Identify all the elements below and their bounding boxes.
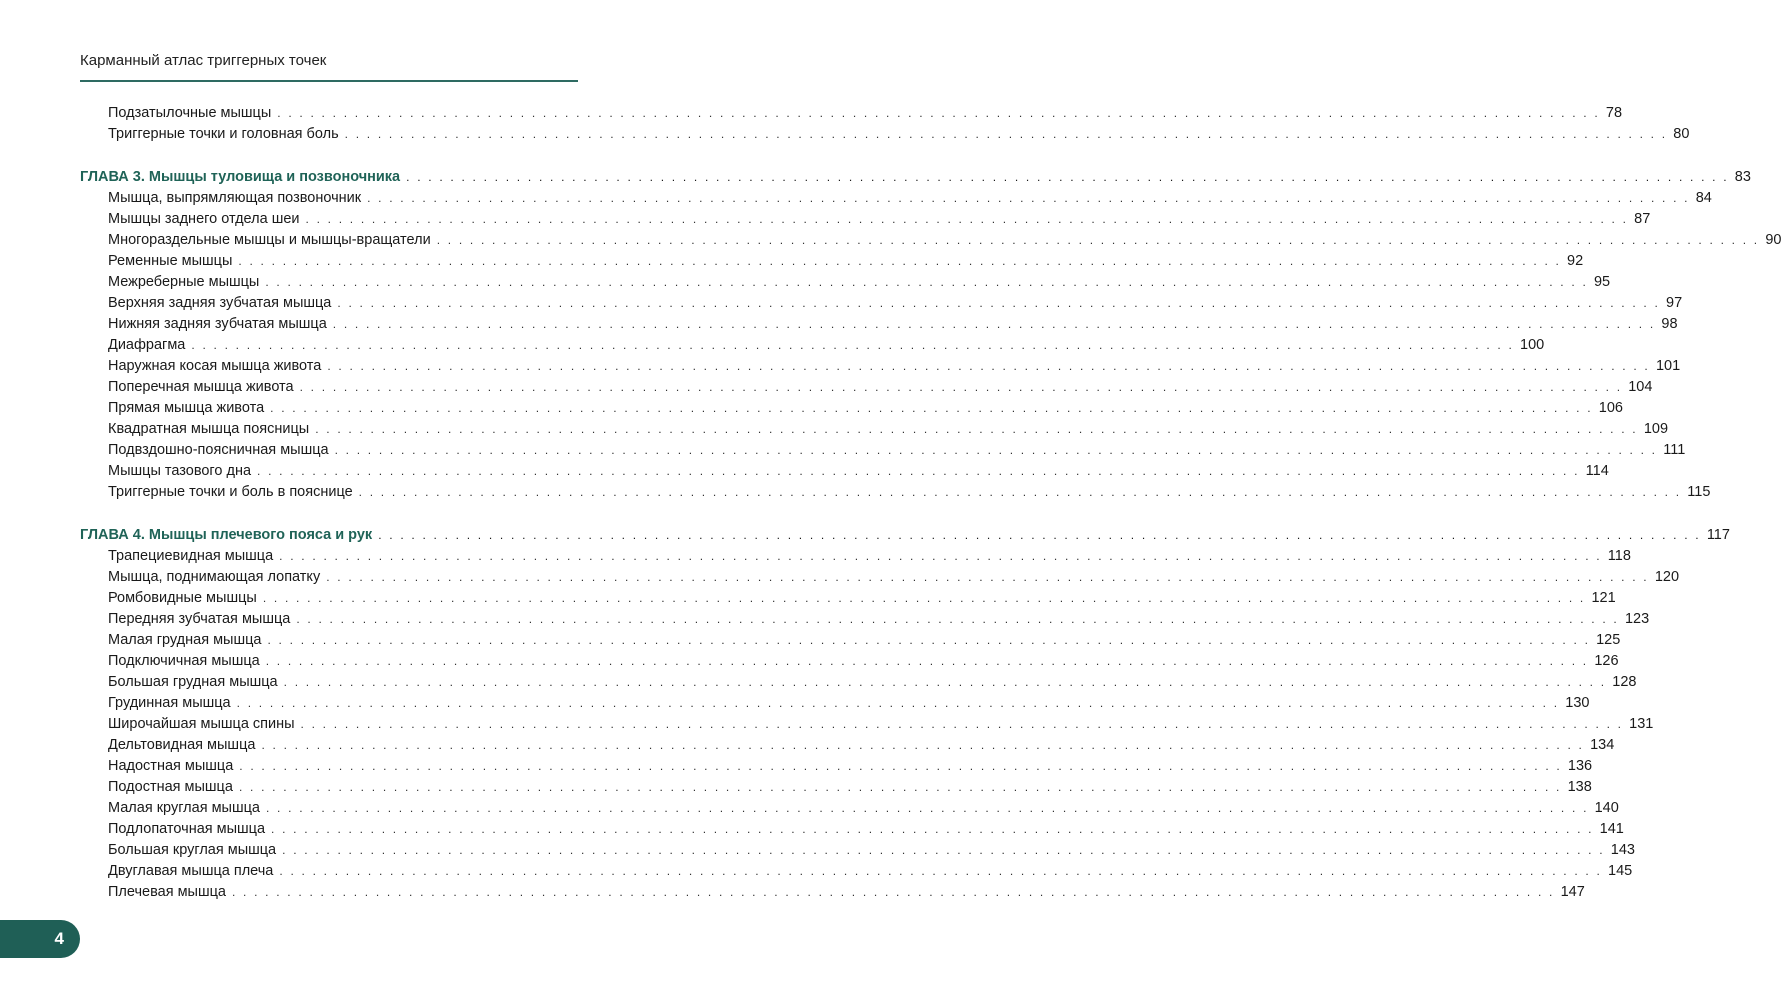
toc-entry[interactable] xyxy=(80,609,1650,630)
toc-entry-title: Надостная мышца xyxy=(108,758,234,774)
toc-entry[interactable] xyxy=(80,588,1616,609)
toc-entry-page: 111 xyxy=(1663,442,1686,458)
toc-entry-page: 115 xyxy=(1687,484,1711,500)
toc-entry-title: Ромбовидные мышцы xyxy=(108,590,257,606)
toc-entry-page: 140 xyxy=(1594,800,1619,816)
toc-entry-page: 87 xyxy=(1634,211,1651,227)
toc-entry[interactable] xyxy=(80,335,1545,356)
toc-chapter-heading[interactable] xyxy=(80,167,1751,188)
toc-entry-page: 128 xyxy=(1612,674,1637,690)
toc-entry-title: Подлопаточная мышца xyxy=(108,821,266,837)
toc-leader-dots: . . . . . . . . . . . . . . . . . . . . . . . . . . . . . . . . . . . . . . . . . . . . . . . . . . . . . . . . . . . . . . . . . . . . . . . . . . . . . . . . . . . . . . . . . . . . . . . . . . . . . . . . . . . . . . . . . . . . . . . . xyxy=(279,549,1602,563)
toc-entry-page: 143 xyxy=(1610,842,1635,858)
toc-entry-page: 121 xyxy=(1591,590,1616,606)
toc-entry-page: 109 xyxy=(1643,421,1669,437)
toc-entry-page: 104 xyxy=(1628,379,1653,395)
toc-entry[interactable] xyxy=(80,398,1623,419)
toc-entry-page: 98 xyxy=(1661,316,1678,332)
toc-entry[interactable] xyxy=(80,861,1633,882)
toc-entry-page: 78 xyxy=(1605,105,1623,121)
toc-entry-page: 83 xyxy=(1734,169,1751,185)
toc-leader-dots: . . . . . . . . . . . . . . . . . . . . . . . . . . . . . . . . . . . . . . . . . . . . . . . . . . . . . . . . . . . . . . . . . . . . . . . . . . . . . . . . . . . . . . . . . . . . . . . . . . . . . . . . . . . . . . . . . . . . . . . . xyxy=(191,338,1514,352)
toc-entry-page: 92 xyxy=(1567,253,1584,269)
toc-entry-title: Нижняя задняя зубчатая мышца xyxy=(108,316,327,332)
toc-entry-title: Трапециевидная мышца xyxy=(108,548,274,564)
toc-leader-dots: . . . . . . . . . . . . . . . . . . . . . . . . . . . . . . . . . . . . . . . . . . . . . . . . . . . . . . . . . . . . . . . . . . . . . . . . . . . . . . . . . . . . . . . . . . . . . . . . . . . . . . . . . . . . . . . . . . . . . . . . xyxy=(277,106,1600,120)
toc-leader-dots: . . . . . . . . . . . . . . . . . . . . . . . . . . . . . . . . . . . . . . . . . . . . . . . . . . . . . . . . . . . . . . . . . . . . . . . . . . . . . . . . . . . . . . . . . . . . . . . . . . . . . . . . . . . . . . . . . . . . . . . . xyxy=(261,738,1585,752)
toc-entry-page: 130 xyxy=(1565,695,1590,711)
toc-entry[interactable] xyxy=(80,377,1653,398)
running-header: Карманный атлас триггерных точек xyxy=(80,52,327,69)
toc-entry-title: Большая круглая мышца xyxy=(108,842,277,858)
toc-entry[interactable] xyxy=(80,840,1635,861)
toc-entry[interactable] xyxy=(80,272,1611,293)
toc-leader-dots: . . . . . . . . . . . . . . . . . . . . . . . . . . . . . . . . . . . . . . . . . . . . . . . . . . . . . . . . . . . . . . . . . . . . . . . . . . . . . . . . . . . . . . . . . . . . . . . . . . . . . . . . . . . . . . . . . . . . . . . . xyxy=(406,170,1729,184)
toc-entry-title: Мышцы тазового дна xyxy=(108,463,252,479)
toc-entry-title: Подзатылочные мышцы xyxy=(108,105,272,121)
toc-entry-title: Грудинная мышца xyxy=(108,695,231,711)
toc-entry-title: Прямая мышца живота xyxy=(108,400,265,416)
toc-entry[interactable] xyxy=(80,714,1654,735)
toc-entry-page: 118 xyxy=(1607,548,1631,564)
toc-entry-title: Широчайшая мышца спины xyxy=(108,716,295,732)
toc-leader-dots: . . . . . . . . . . . . . . . . . . . . . . . . . . . . . . . . . . . . . . . . . . . . . . . . . . . . . . . . . . . . . . . . . . . . . . . . . . . . . . . . . . . . . . . . . . . . . . . . . . . . . . . . . . . . . . . . . . . . . . . . xyxy=(436,233,1760,247)
toc-entry-page: 131 xyxy=(1629,716,1654,732)
toc-entry[interactable] xyxy=(80,777,1592,798)
toc-entry-title: Передняя зубчатая мышца xyxy=(108,611,291,627)
toc-entry-page: 95 xyxy=(1593,274,1611,290)
toc-entry-page: 134 xyxy=(1590,737,1615,753)
toc-leader-dots: . . . . . . . . . . . . . . . . . . . . . . . . . . . . . . . . . . . . . . . . . . . . . . . . . . . . . . . . . . . . . . . . . . . . . . . . . . . . . . . . . . . . . . . . . . . . . . . . . . . . . . . . . . . . . . . . . . . . . . . . xyxy=(265,654,1589,668)
toc-leader-dots: . . . . . . . . . . . . . . . . . . . . . . . . . . . . . . . . . . . . . . . . . . . . . . . . . . . . . . . . . . . . . . . . . . . . . . . . . . . . . . . . . . . . . . . . . . . . . . . . . . . . . . . . . . . . . . . . . . . . . . . . xyxy=(367,191,1690,205)
toc-entry-title: Ременные мышцы xyxy=(108,253,233,269)
toc-leader-dots: . . . . . . . . . . . . . . . . . . . . . . . . . . . . . . . . . . . . . . . . . . . . . . . . . . . . . . . . . . . . . . . . . . . . . . . . . . . . . . . . . . . . . . . . . . . . . . . . . . . . . . . . . . . . . . . . . . . . . . . . xyxy=(282,843,1605,857)
section-gap xyxy=(80,503,578,525)
toc-entry-page: 80 xyxy=(1673,126,1690,142)
toc-entry[interactable] xyxy=(80,188,1712,209)
header-rule xyxy=(80,80,578,82)
toc-leader-dots: . . . . . . . . . . . . . . . . . . . . . . . . . . . . . . . . . . . . . . . . . . . . . . . . . . . . . . . . . . . . . . . . . . . . . . . . . . . . . . . . . . . . . . . . . . . . . . . . . . . . . . . . . . . . . . . . . . . . . . . . xyxy=(305,212,1629,226)
toc-entry[interactable] xyxy=(80,314,1678,335)
toc-entry[interactable] xyxy=(80,230,1781,251)
toc-entry[interactable] xyxy=(80,651,1619,672)
toc-entry[interactable] xyxy=(80,630,1621,651)
toc-entry-page: 138 xyxy=(1567,779,1592,795)
toc-entry-page: 136 xyxy=(1567,758,1593,774)
toc-entry-page: 125 xyxy=(1596,632,1621,648)
toc-leader-dots: . . . . . . . . . . . . . . . . . . . . . . . . . . . . . . . . . . . . . . . . . . . . . . . . . . . . . . . . . . . . . . . . . . . . . . . . . . . . . . . . . . . . . . . . . . . . . . . . . . . . . . . . . . . . . . . . . . . . . . . . xyxy=(238,780,1562,794)
toc-leader-dots: . . . . . . . . . . . . . . . . . . . . . . . . . . . . . . . . . . . . . . . . . . . . . . . . . . . . . . . . . . . . . . . . . . . . . . . . . . . . . . . . . . . . . . . . . . . . . . . . . . . . . . . . . . . . . . . . . . . . . . . . xyxy=(296,612,1619,626)
toc-entry-title: Плечевая мышца xyxy=(108,884,226,900)
toc-entry-title: Триггерные точки и боль в пояснице xyxy=(108,484,353,500)
toc-entry-page: 97 xyxy=(1666,295,1683,311)
toc-entry-page: 90 xyxy=(1765,232,1781,248)
toc-entry[interactable] xyxy=(80,482,1711,503)
toc-entry-page: 84 xyxy=(1695,190,1712,206)
toc-leader-dots: . . . . . . . . . . . . . . . . . . . . . . . . . . . . . . . . . . . . . . . . . . . . . . . . . . . . . . . . . . . . . . . . . . . . . . . . . . . . . . . . . . . . . . . . . . . . . . . . . . . . . . . . . . . . . . . . . . . . . . . . xyxy=(378,528,1701,542)
toc-entry-title: Малая грудная мышца xyxy=(108,632,262,648)
toc-entry[interactable] xyxy=(80,209,1651,230)
toc-entry-title: Наружная косая мышца живота xyxy=(108,358,322,374)
toc-entry[interactable] xyxy=(80,882,1585,903)
toc-entry-title: Поперечная мышца живота xyxy=(108,379,294,395)
toc-entry-title: Верхняя задняя зубчатая мышца xyxy=(108,295,332,311)
toc-entry[interactable] xyxy=(80,546,1631,567)
toc-leader-dots: . . . . . . . . . . . . . . . . . . . . . . . . . . . . . . . . . . . . . . . . . . . . . . . . . . . . . . . . . . . . . . . . . . . . . . . . . . . . . . . . . . . . . . . . . . . . . . . . . . . . . . . . . . . . . . . . . . . . . . . . xyxy=(327,359,1650,373)
toc-leader-dots: . . . . . . . . . . . . . . . . . . . . . . . . . . . . . . . . . . . . . . . . . . . . . . . . . . . . . . . . . . . . . . . . . . . . . . . . . . . . . . . . . . . . . . . . . . . . . . . . . . . . . . . . . . . . . . . . . . . . . . . . xyxy=(337,296,1661,310)
toc-entry-title: Триггерные точки и головная боль xyxy=(108,126,339,142)
toc-entry-title: Диафрагма xyxy=(108,337,186,353)
toc-entry[interactable] xyxy=(80,461,1609,482)
toc-entry-page: 120 xyxy=(1654,569,1680,585)
toc-entry[interactable] xyxy=(80,672,1637,693)
toc-leader-dots: . . . . . . . . . . . . . . . . . . . . . . . . . . . . . . . . . . . . . . . . . . . . . . . . . . . . . . . . . . . . . . . . . . . . . . . . . . . . . . . . . . . . . . . . . . . . . . . . . . . . . . . . . . . . . . . . . . . . . . . . xyxy=(271,822,1594,836)
toc-entry[interactable] xyxy=(80,356,1681,377)
toc-entry-title: Подостная мышца xyxy=(108,779,233,795)
toc-entry-title: Мышца, поднимающая лопатку xyxy=(108,569,321,585)
toc-leader-dots: . . . . . . . . . . . . . . . . . . . . . . . . . . . . . . . . . . . . . . . . . . . . . . . . . . . . . . . . . . . . . . . . . . . . . . . . . . . . . . . . . . . . . . . . . . . . . . . . . . . . . . . . . . . . . . . . . . . . . . . . xyxy=(231,885,1555,899)
toc-entry[interactable] xyxy=(80,735,1615,756)
toc-chapter-heading[interactable] xyxy=(80,525,1730,546)
toc-leader-dots: . . . . . . . . . . . . . . . . . . . . . . . . . . . . . . . . . . . . . . . . . . . . . . . . . . . . . . . . . . . . . . . . . . . . . . . . . . . . . . . . . . . . . . . . . . . . . . . . . . . . . . . . . . . . . . . . . . . . . . . . xyxy=(326,570,1649,584)
toc-leader-dots: . . . . . . . . . . . . . . . . . . . . . . . . . . . . . . . . . . . . . . . . . . . . . . . . . . . . . . . . . . . . . . . . . . . . . . . . . . . . . . . . . . . . . . . . . . . . . . . . . . . . . . . . . . . . . . . . . . . . . . . . xyxy=(270,401,1593,415)
toc-entry-page: 123 xyxy=(1624,611,1650,627)
toc-entry[interactable] xyxy=(80,251,1584,272)
toc-leader-dots: . . . . . . . . . . . . . . . . . . . . . . . . . . . . . . . . . . . . . . . . . . . . . . . . . . . . . . . . . . . . . . . . . . . . . . . . . . . . . . . . . . . . . . . . . . . . . . . . . . . . . . . . . . . . . . . . . . . . . . . . xyxy=(262,591,1586,605)
toc-entry-title: Подвздошно-поясничная мышца xyxy=(108,442,329,458)
toc-entry-title: Подключичная мышца xyxy=(108,653,260,669)
toc-leader-dots: . . . . . . . . . . . . . . . . . . . . . . . . . . . . . . . . . . . . . . . . . . . . . . . . . . . . . . . . . . . . . . . . . . . . . . . . . . . . . . . . . . . . . . . . . . . . . . . . . . . . . . . . . . . . . . . . . . . . . . . . xyxy=(332,317,1656,331)
toc-entry[interactable] xyxy=(80,293,1683,314)
toc-entry-page: 117 xyxy=(1706,527,1730,543)
toc-entry-page: 106 xyxy=(1598,400,1623,416)
toc-entry-page: 114 xyxy=(1585,463,1609,479)
toc-entry[interactable] xyxy=(80,756,1593,777)
toc-entry[interactable] xyxy=(80,798,1619,819)
toc-entry[interactable] xyxy=(80,124,1690,145)
toc-entry-page: 101 xyxy=(1655,358,1681,374)
toc-entry-page: 100 xyxy=(1520,337,1545,353)
toc-leader-dots: . . . . . . . . . . . . . . . . . . . . . . . . . . . . . . . . . . . . . . . . . . . . . . . . . . . . . . . . . . . . . . . . . . . . . . . . . . . . . . . . . . . . . . . . . . . . . . . . . . . . . . . . . . . . . . . . . . . . . . . . xyxy=(265,801,1589,815)
toc-entry-title: Мышца, выпрямляющая позвоночник xyxy=(108,190,362,206)
toc-leader-dots: . . . . . . . . . . . . . . . . . . . . . . . . . . . . . . . . . . . . . . . . . . . . . . . . . . . . . . . . . . . . . . . . . . . . . . . . . . . . . . . . . . . . . . . . . . . . . . . . . . . . . . . . . . . . . . . . . . . . . . . . xyxy=(239,759,1562,773)
toc-leader-dots: . . . . . . . . . . . . . . . . . . . . . . . . . . . . . . . . . . . . . . . . . . . . . . . . . . . . . . . . . . . . . . . . . . . . . . . . . . . . . . . . . . . . . . . . . . . . . . . . . . . . . . . . . . . . . . . . . . . . . . . . xyxy=(315,422,1638,436)
toc-leader-dots: . . . . . . . . . . . . . . . . . . . . . . . . . . . . . . . . . . . . . . . . . . . . . . . . . . . . . . . . . . . . . . . . . . . . . . . . . . . . . . . . . . . . . . . . . . . . . . . . . . . . . . . . . . . . . . . . . . . . . . . . xyxy=(279,864,1602,878)
toc-entry-title: Многораздельные мышцы и мышцы-вращатели xyxy=(108,232,431,248)
table-of-contents xyxy=(80,103,1781,903)
page-number-tab xyxy=(0,920,80,958)
toc-entry-title: Малая круглая мышца xyxy=(108,800,260,816)
toc-leader-dots: . . . . . . . . . . . . . . . . . . . . . . . . . . . . . . . . . . . . . . . . . . . . . . . . . . . . . . . . . . . . . . . . . . . . . . . . . . . . . . . . . . . . . . . . . . . . . . . . . . . . . . . . . . . . . . . . . . . . . . . . xyxy=(257,464,1580,478)
toc-entry-page: 126 xyxy=(1594,653,1619,669)
toc-leader-dots: . . . . . . . . . . . . . . . . . . . . . . . . . . . . . . . . . . . . . . . . . . . . . . . . . . . . . . . . . . . . . . . . . . . . . . . . . . . . . . . . . . . . . . . . . . . . . . . . . . . . . . . . . . . . . . . . . . . . . . . . xyxy=(283,675,1607,689)
toc-entry-page: 141 xyxy=(1599,821,1624,837)
toc-entry-title: Двуглавая мышца плеча xyxy=(108,863,274,879)
toc-entry-title: ГЛАВА 3. Мышцы туловища и позвоночника xyxy=(80,169,401,185)
toc-entry-title: Межреберные мышцы xyxy=(108,274,260,290)
toc-leader-dots: . . . . . . . . . . . . . . . . . . . . . . . . . . . . . . . . . . . . . . . . . . . . . . . . . . . . . . . . . . . . . . . . . . . . . . . . . . . . . . . . . . . . . . . . . . . . . . . . . . . . . . . . . . . . . . . . . . . . . . . . xyxy=(238,254,1562,268)
toc-entry[interactable] xyxy=(80,440,1686,461)
toc-entry-page: 145 xyxy=(1608,863,1633,879)
toc-leader-dots: . . . . . . . . . . . . . . . . . . . . . . . . . . . . . . . . . . . . . . . . . . . . . . . . . . . . . . . . . . . . . . . . . . . . . . . . . . . . . . . . . . . . . . . . . . . . . . . . . . . . . . . . . . . . . . . . . . . . . . . . xyxy=(334,443,1658,457)
toc-leader-dots: . . . . . . . . . . . . . . . . . . . . . . . . . . . . . . . . . . . . . . . . . . . . . . . . . . . . . . . . . . . . . . . . . . . . . . . . . . . . . . . . . . . . . . . . . . . . . . . . . . . . . . . . . . . . . . . . . . . . . . . . xyxy=(265,275,1588,289)
page-number: 4 xyxy=(54,929,64,948)
toc-entry-title: ГЛАВА 4. Мышцы плечевого пояса и рук xyxy=(80,527,373,543)
toc-leader-dots: . . . . . . . . . . . . . . . . . . . . . . . . . . . . . . . . . . . . . . . . . . . . . . . . . . . . . . . . . . . . . . . . . . . . . . . . . . . . . . . . . . . . . . . . . . . . . . . . . . . . . . . . . . . . . . . . . . . . . . . . xyxy=(358,485,1682,499)
toc-entry-title: Дельтовидная мышца xyxy=(108,737,256,753)
toc-entry-title: Большая грудная мышца xyxy=(108,674,278,690)
toc-leader-dots: . . . . . . . . . . . . . . . . . . . . . . . . . . . . . . . . . . . . . . . . . . . . . . . . . . . . . . . . . . . . . . . . . . . . . . . . . . . . . . . . . . . . . . . . . . . . . . . . . . . . . . . . . . . . . . . . . . . . . . . . xyxy=(344,127,1668,141)
toc-entry-title: Мышцы заднего отдела шеи xyxy=(108,211,300,227)
toc-entry[interactable] xyxy=(80,103,1623,124)
toc-entry-page: 147 xyxy=(1560,884,1585,900)
toc-leader-dots: . . . . . . . . . . . . . . . . . . . . . . . . . . . . . . . . . . . . . . . . . . . . . . . . . . . . . . . . . . . . . . . . . . . . . . . . . . . . . . . . . . . . . . . . . . . . . . . . . . . . . . . . . . . . . . . . . . . . . . . . xyxy=(300,717,1624,731)
toc-entry[interactable] xyxy=(80,419,1669,440)
section-gap xyxy=(80,145,578,167)
toc-leader-dots: . . . . . . . . . . . . . . . . . . . . . . . . . . . . . . . . . . . . . . . . . . . . . . . . . . . . . . . . . . . . . . . . . . . . . . . . . . . . . . . . . . . . . . . . . . . . . . . . . . . . . . . . . . . . . . . . . . . . . . . . xyxy=(236,696,1560,710)
toc-entry[interactable] xyxy=(80,693,1590,714)
toc-entry-title: Квадратная мышца поясницы xyxy=(108,421,310,437)
toc-leader-dots: . . . . . . . . . . . . . . . . . . . . . . . . . . . . . . . . . . . . . . . . . . . . . . . . . . . . . . . . . . . . . . . . . . . . . . . . . . . . . . . . . . . . . . . . . . . . . . . . . . . . . . . . . . . . . . . . . . . . . . . . xyxy=(267,633,1591,647)
toc-entry[interactable] xyxy=(80,819,1624,840)
toc-leader-dots: . . . . . . . . . . . . . . . . . . . . . . . . . . . . . . . . . . . . . . . . . . . . . . . . . . . . . . . . . . . . . . . . . . . . . . . . . . . . . . . . . . . . . . . . . . . . . . . . . . . . . . . . . . . . . . . . . . . . . . . . xyxy=(299,380,1623,394)
toc-entry[interactable] xyxy=(80,567,1680,588)
